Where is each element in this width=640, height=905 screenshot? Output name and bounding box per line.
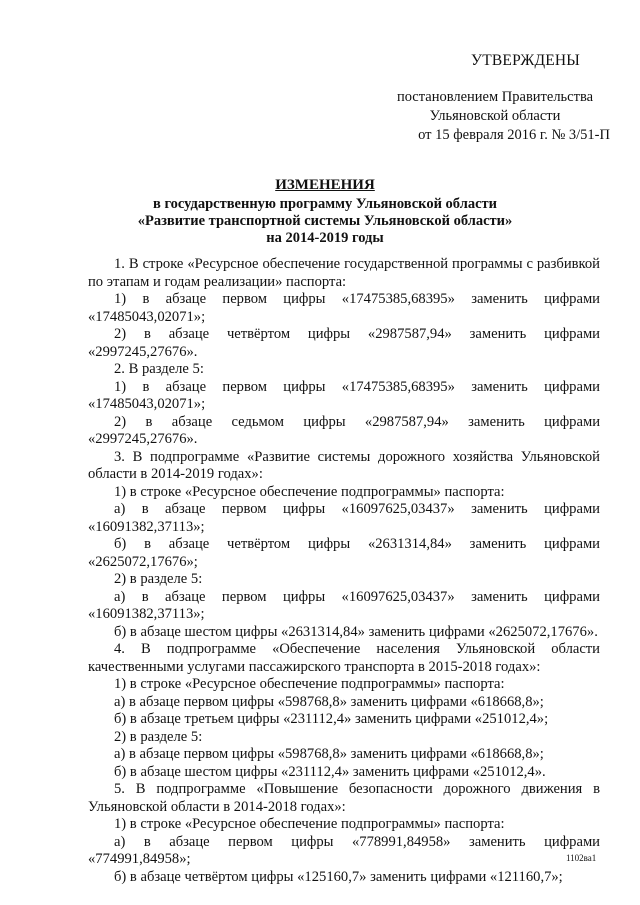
paragraph: а) в абзаце первом цифры «16097625,03437» заменить цифрами «16091382,37113»;	[88, 588, 600, 622]
heading-title: ИЗМЕНЕНИЯ	[275, 177, 375, 193]
paragraph: а) в абзаце первом цифры «778991,84958» заменить цифрами «774991,84958»;	[88, 833, 600, 867]
paragraph: 4. В подпрограмме «Обеспечение населения Ульяновской области качественными услугами пассажирского транспорта в 2015-2018 годах»:	[88, 641, 600, 675]
paragraph: 1. В строке «Ресурсное обеспечение государственной программы с разбивкой по этапам и годам реализации» паспорта:	[88, 256, 600, 290]
approval-line-1: постановлением Правительства	[396, 89, 594, 105]
paragraph: а) в абзаце первом цифры «598768,8» заменить цифрами «618668,8»;	[114, 746, 544, 762]
document-code: 1102ва1	[566, 853, 597, 863]
paragraph: 2. В разделе 5:	[114, 361, 204, 377]
heading-line-1: в государственную программу Ульяновской области	[152, 196, 497, 212]
paragraph: б) в абзаце шестом цифры «231112,4» заменить цифрами «251012,4».	[114, 763, 546, 780]
approval-title: УТВЕРЖДЕНЫ	[471, 52, 580, 69]
approval-block	[380, 52, 610, 145]
paragraph: 5. В подпрограмме «Повышение безопасности дорожного движения в Ульяновской области в 2014-2018 годах»:	[88, 781, 600, 815]
paragraph: б) в абзаце шестом цифры «2631314,84» заменить цифрами «2625072,17676».	[114, 623, 598, 640]
paragraph: а) в абзаце первом цифры «16097625,03437» заменить цифрами «16091382,37113»;	[88, 501, 600, 535]
document-body	[88, 256, 600, 886]
approval-line-3: от 15 февраля 2016 г. № 3/51-П	[418, 127, 610, 143]
heading-line-2: «Развитие транспортной системы Ульяновской области»	[137, 213, 513, 229]
paragraph: 1) в строке «Ресурсное обеспечение подпрограммы» паспорта:	[114, 483, 505, 500]
document-heading	[90, 177, 560, 247]
paragraph: 2) в абзаце седьмом цифры «2987587,94» заменить цифрами «2997245,27676».	[88, 413, 600, 447]
paragraph: 2) в абзаце четвёртом цифры «2987587,94» заменить цифрами «2997245,27676».	[88, 326, 600, 360]
paragraph: б) в абзаце третьем цифры «231112,4» заменить цифрами «251012,4»;	[114, 711, 549, 727]
paragraph: б) в абзаце четвёртом цифры «125160,7» заменить цифрами «121160,7»;	[114, 868, 563, 885]
paragraph: 1) в строке «Ресурсное обеспечение подпрограммы» паспорта:	[114, 676, 505, 692]
paragraph: б) в абзаце четвёртом цифры «2631314,84» заменить цифрами «2625072,17676»;	[88, 536, 600, 570]
paragraph: а) в абзаце первом цифры «598768,8» заменить цифрами «618668,8»;	[114, 693, 544, 710]
paragraph: 1) в абзаце первом цифры «17475385,68395» заменить цифрами «17485043,02071»;	[88, 291, 600, 325]
paragraph: 1) в строке «Ресурсное обеспечение подпрограммы» паспорта:	[114, 816, 505, 832]
heading-line-3: на 2014-2019 годы	[266, 230, 384, 246]
approval-line-2: Ульяновской области	[429, 108, 561, 124]
paragraph: 2) в разделе 5:	[114, 728, 203, 745]
paragraph: 2) в разделе 5:	[114, 571, 203, 587]
paragraph: 1) в абзаце первом цифры «17475385,68395» заменить цифрами «17485043,02071»;	[88, 378, 600, 412]
paragraph: 3. В подпрограмме «Развитие системы дорожного хозяйства Ульяновской области в 2014-2019 годах»:	[88, 448, 600, 482]
